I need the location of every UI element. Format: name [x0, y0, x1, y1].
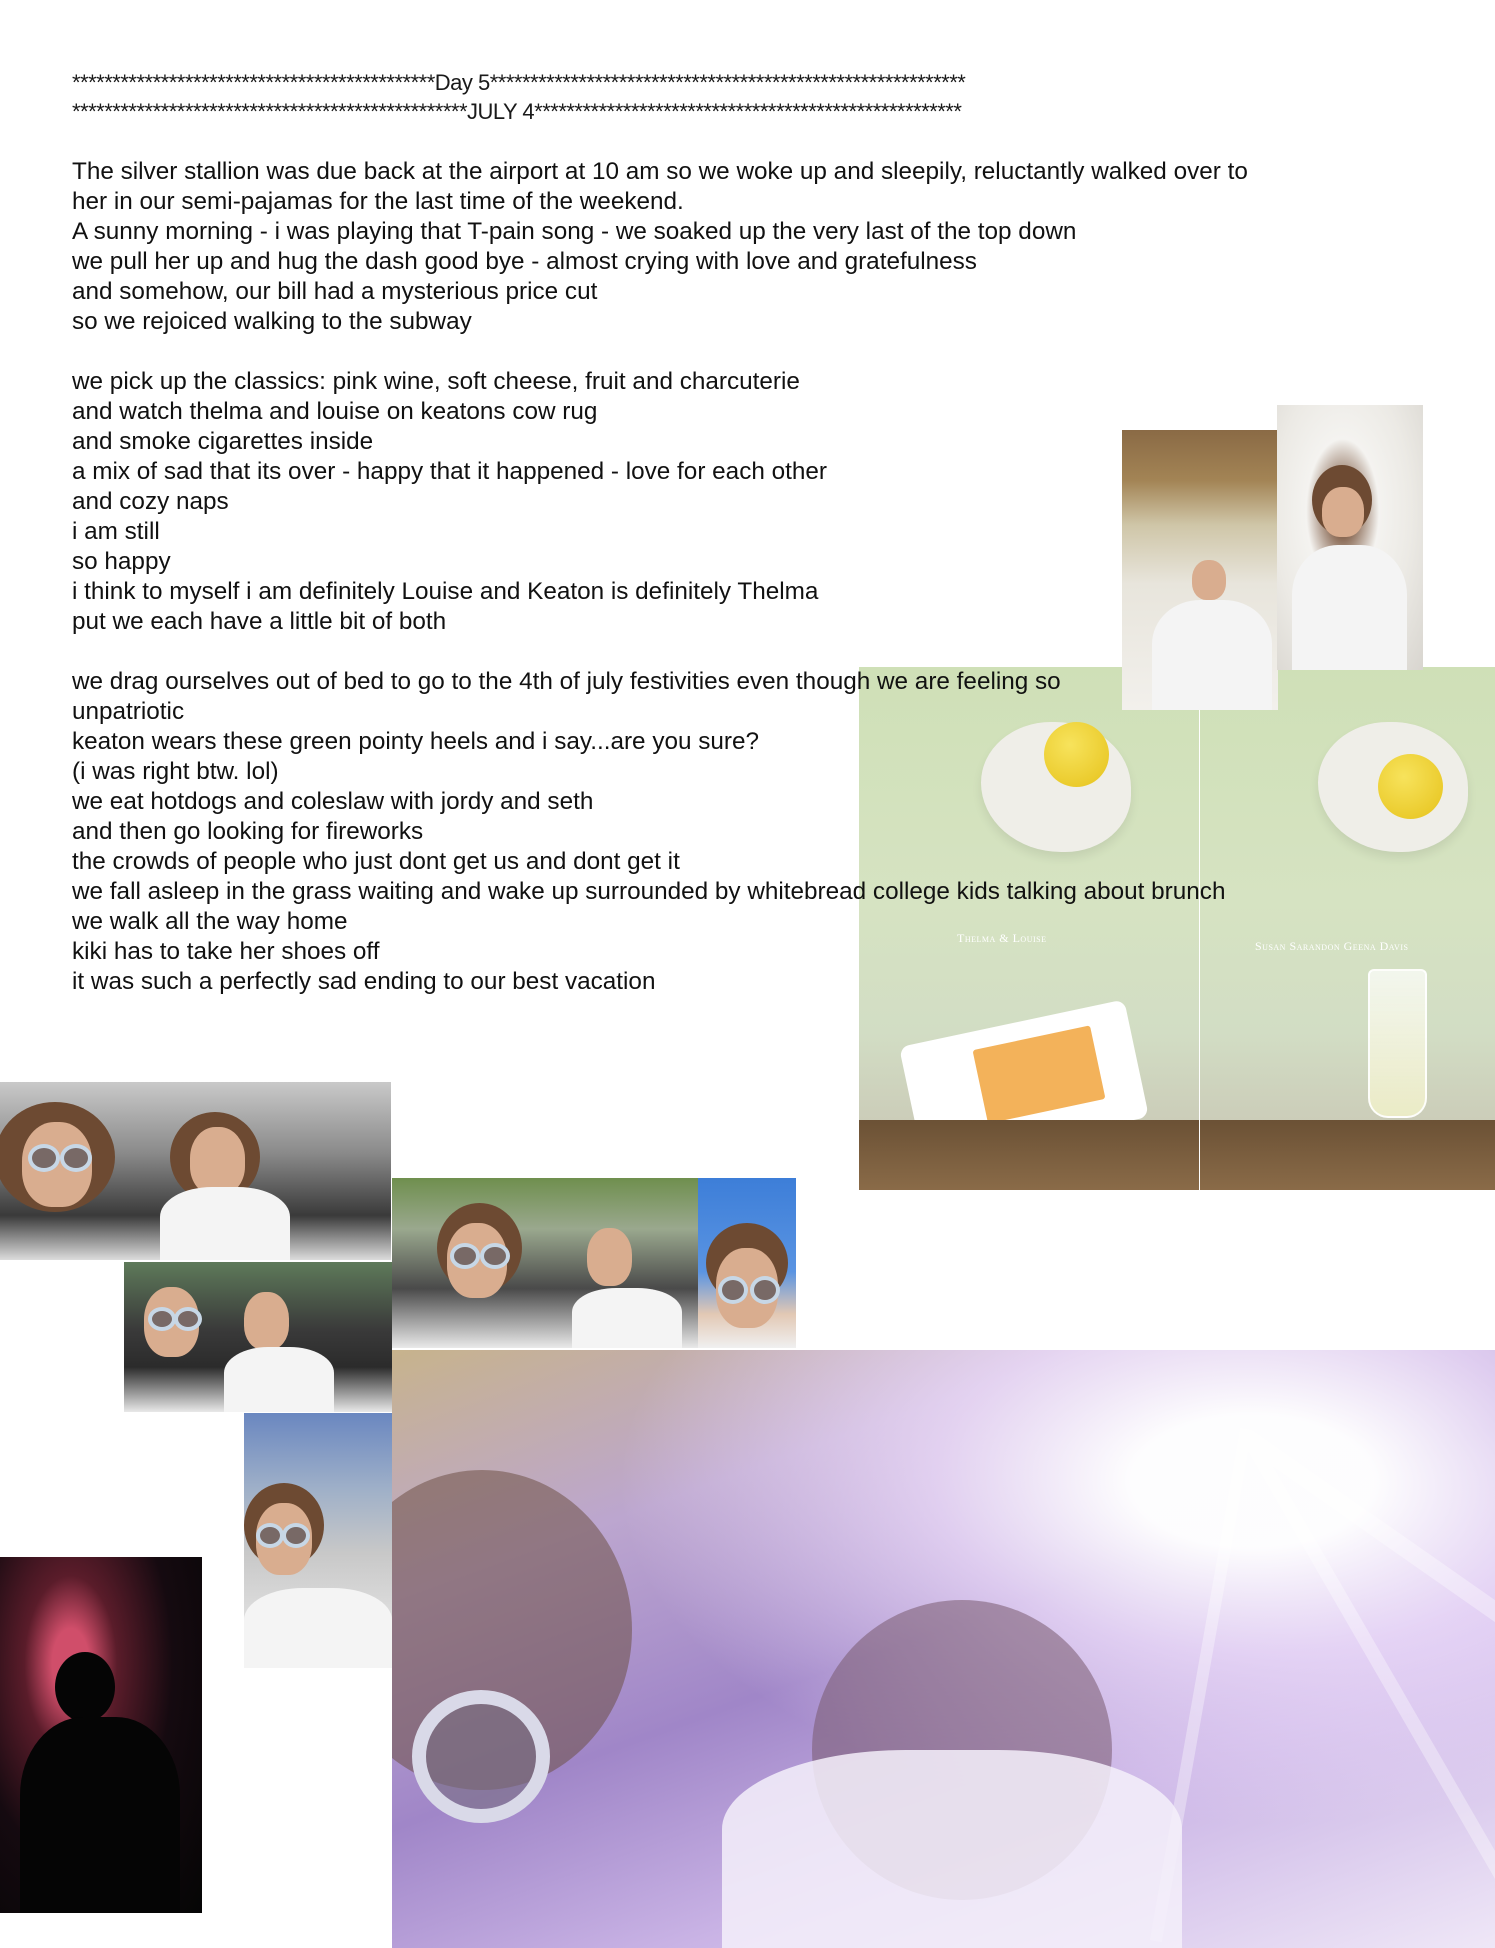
photo-subject-shirt — [244, 1588, 392, 1668]
sun-ray — [1240, 1430, 1495, 1948]
text-line: we pull her up and hug the dash good bye - almost crying with love and gratefulness — [72, 248, 977, 275]
text-line: we drag ourselves out of bed to go to the 4th of july festivities even though we are feeling so — [72, 668, 1061, 695]
paragraph-fourth-of-july — [72, 667, 1372, 997]
text-line: and watch thelma and louise on keatons cow rug — [72, 398, 598, 425]
crowd-silhouette — [55, 1652, 115, 1722]
journal-text — [72, 157, 1372, 1027]
text-line: so happy — [72, 548, 171, 575]
text-line: A sunny morning - i was playing that T-pain song - we soaked up the very last of the top down — [72, 218, 1077, 245]
text-line: we fall asleep in the grass waiting and wake up surrounded by whitebread college kids talking about brunch — [72, 878, 1226, 905]
text-line: we pick up the classics: pink wine, soft cheese, fruit and charcuterie — [72, 368, 800, 395]
sunglasses — [256, 1523, 284, 1548]
text-line: and somehow, our bill had a mysterious price cut — [72, 278, 598, 305]
text-line: the crowds of people who just dont get us and dont get it — [72, 848, 680, 875]
text-line: we walk all the way home — [72, 908, 348, 935]
text-line: we eat hotdogs and coleslaw with jordy and seth — [72, 788, 594, 815]
sunglasses — [282, 1523, 310, 1548]
text-line: so we rejoiced walking to the subway — [72, 308, 472, 335]
photo-subject-shirt — [572, 1288, 682, 1348]
sunglasses — [148, 1307, 176, 1331]
poster-credits: Susan Sarandon Geena Davis — [1255, 939, 1409, 953]
crowd-silhouette — [20, 1717, 180, 1913]
text-line: and smoke cigarettes inside — [72, 428, 374, 455]
sunglasses — [480, 1243, 510, 1269]
building-selfie-photo — [244, 1413, 392, 1668]
photo-subject-shirt — [722, 1750, 1182, 1948]
text-line: and then go looking for fireworks — [72, 818, 424, 845]
sky-selfie-photo — [698, 1178, 796, 1348]
photo-subject — [244, 1292, 289, 1350]
sunglasses — [60, 1144, 92, 1172]
sunglasses — [412, 1690, 550, 1823]
poster-title: Thelma & Louise — [957, 931, 1047, 945]
sun-flare-selfie-photo — [392, 1350, 1495, 1948]
sunglasses — [750, 1276, 780, 1304]
floor — [859, 1120, 1199, 1190]
sunglasses — [174, 1307, 202, 1331]
photo-subject — [190, 1127, 245, 1195]
yolk — [1378, 754, 1443, 819]
wine-glass — [1368, 969, 1427, 1118]
text-line: (i was right btw. lol) — [72, 758, 279, 785]
photo-subject-shirt — [224, 1347, 334, 1412]
photo-subject-shirt — [160, 1187, 290, 1260]
photo-subject — [587, 1228, 632, 1286]
text-line: i think to myself i am definitely Louise and Keaton is definitely Thelma — [72, 578, 819, 605]
text-line: i am still — [72, 518, 160, 545]
car-selfie-photo — [392, 1178, 698, 1348]
sunglasses — [450, 1243, 480, 1269]
paragraph-car-return — [72, 157, 1372, 337]
text-line: it was such a perfectly sad ending to our best vacation — [72, 968, 656, 995]
sunglasses — [28, 1144, 60, 1172]
text-line: The silver stallion was due back at the airport at 10 am so we woke up and sleepily, reluctantly walked over to — [72, 158, 1248, 185]
text-line: keaton wears these green pointy heels and i say...are you sure? — [72, 728, 760, 755]
sunglasses — [718, 1276, 748, 1304]
text-line: and cozy naps — [72, 488, 229, 515]
date-heading: *************************************************JULY 4***************************************************** — [72, 99, 962, 124]
text-line: put we each have a little bit of both — [72, 608, 447, 635]
car-selfie-photo — [0, 1082, 391, 1260]
text-line: her in our semi-pajamas for the last time of the weekend. — [72, 188, 684, 215]
text-line: a mix of sad that its over - happy that it happened - love for each other — [72, 458, 827, 485]
fireworks-photo — [0, 1557, 202, 1913]
floor — [1200, 1120, 1495, 1190]
text-line: kiki has to take her shoes off — [72, 938, 380, 965]
day-heading: *********************************************Day 5*********************************************************** — [72, 70, 966, 95]
paragraph-movie-afternoon — [72, 367, 1372, 637]
text-line: unpatriotic — [72, 698, 185, 725]
car-selfie-photo — [124, 1262, 392, 1412]
